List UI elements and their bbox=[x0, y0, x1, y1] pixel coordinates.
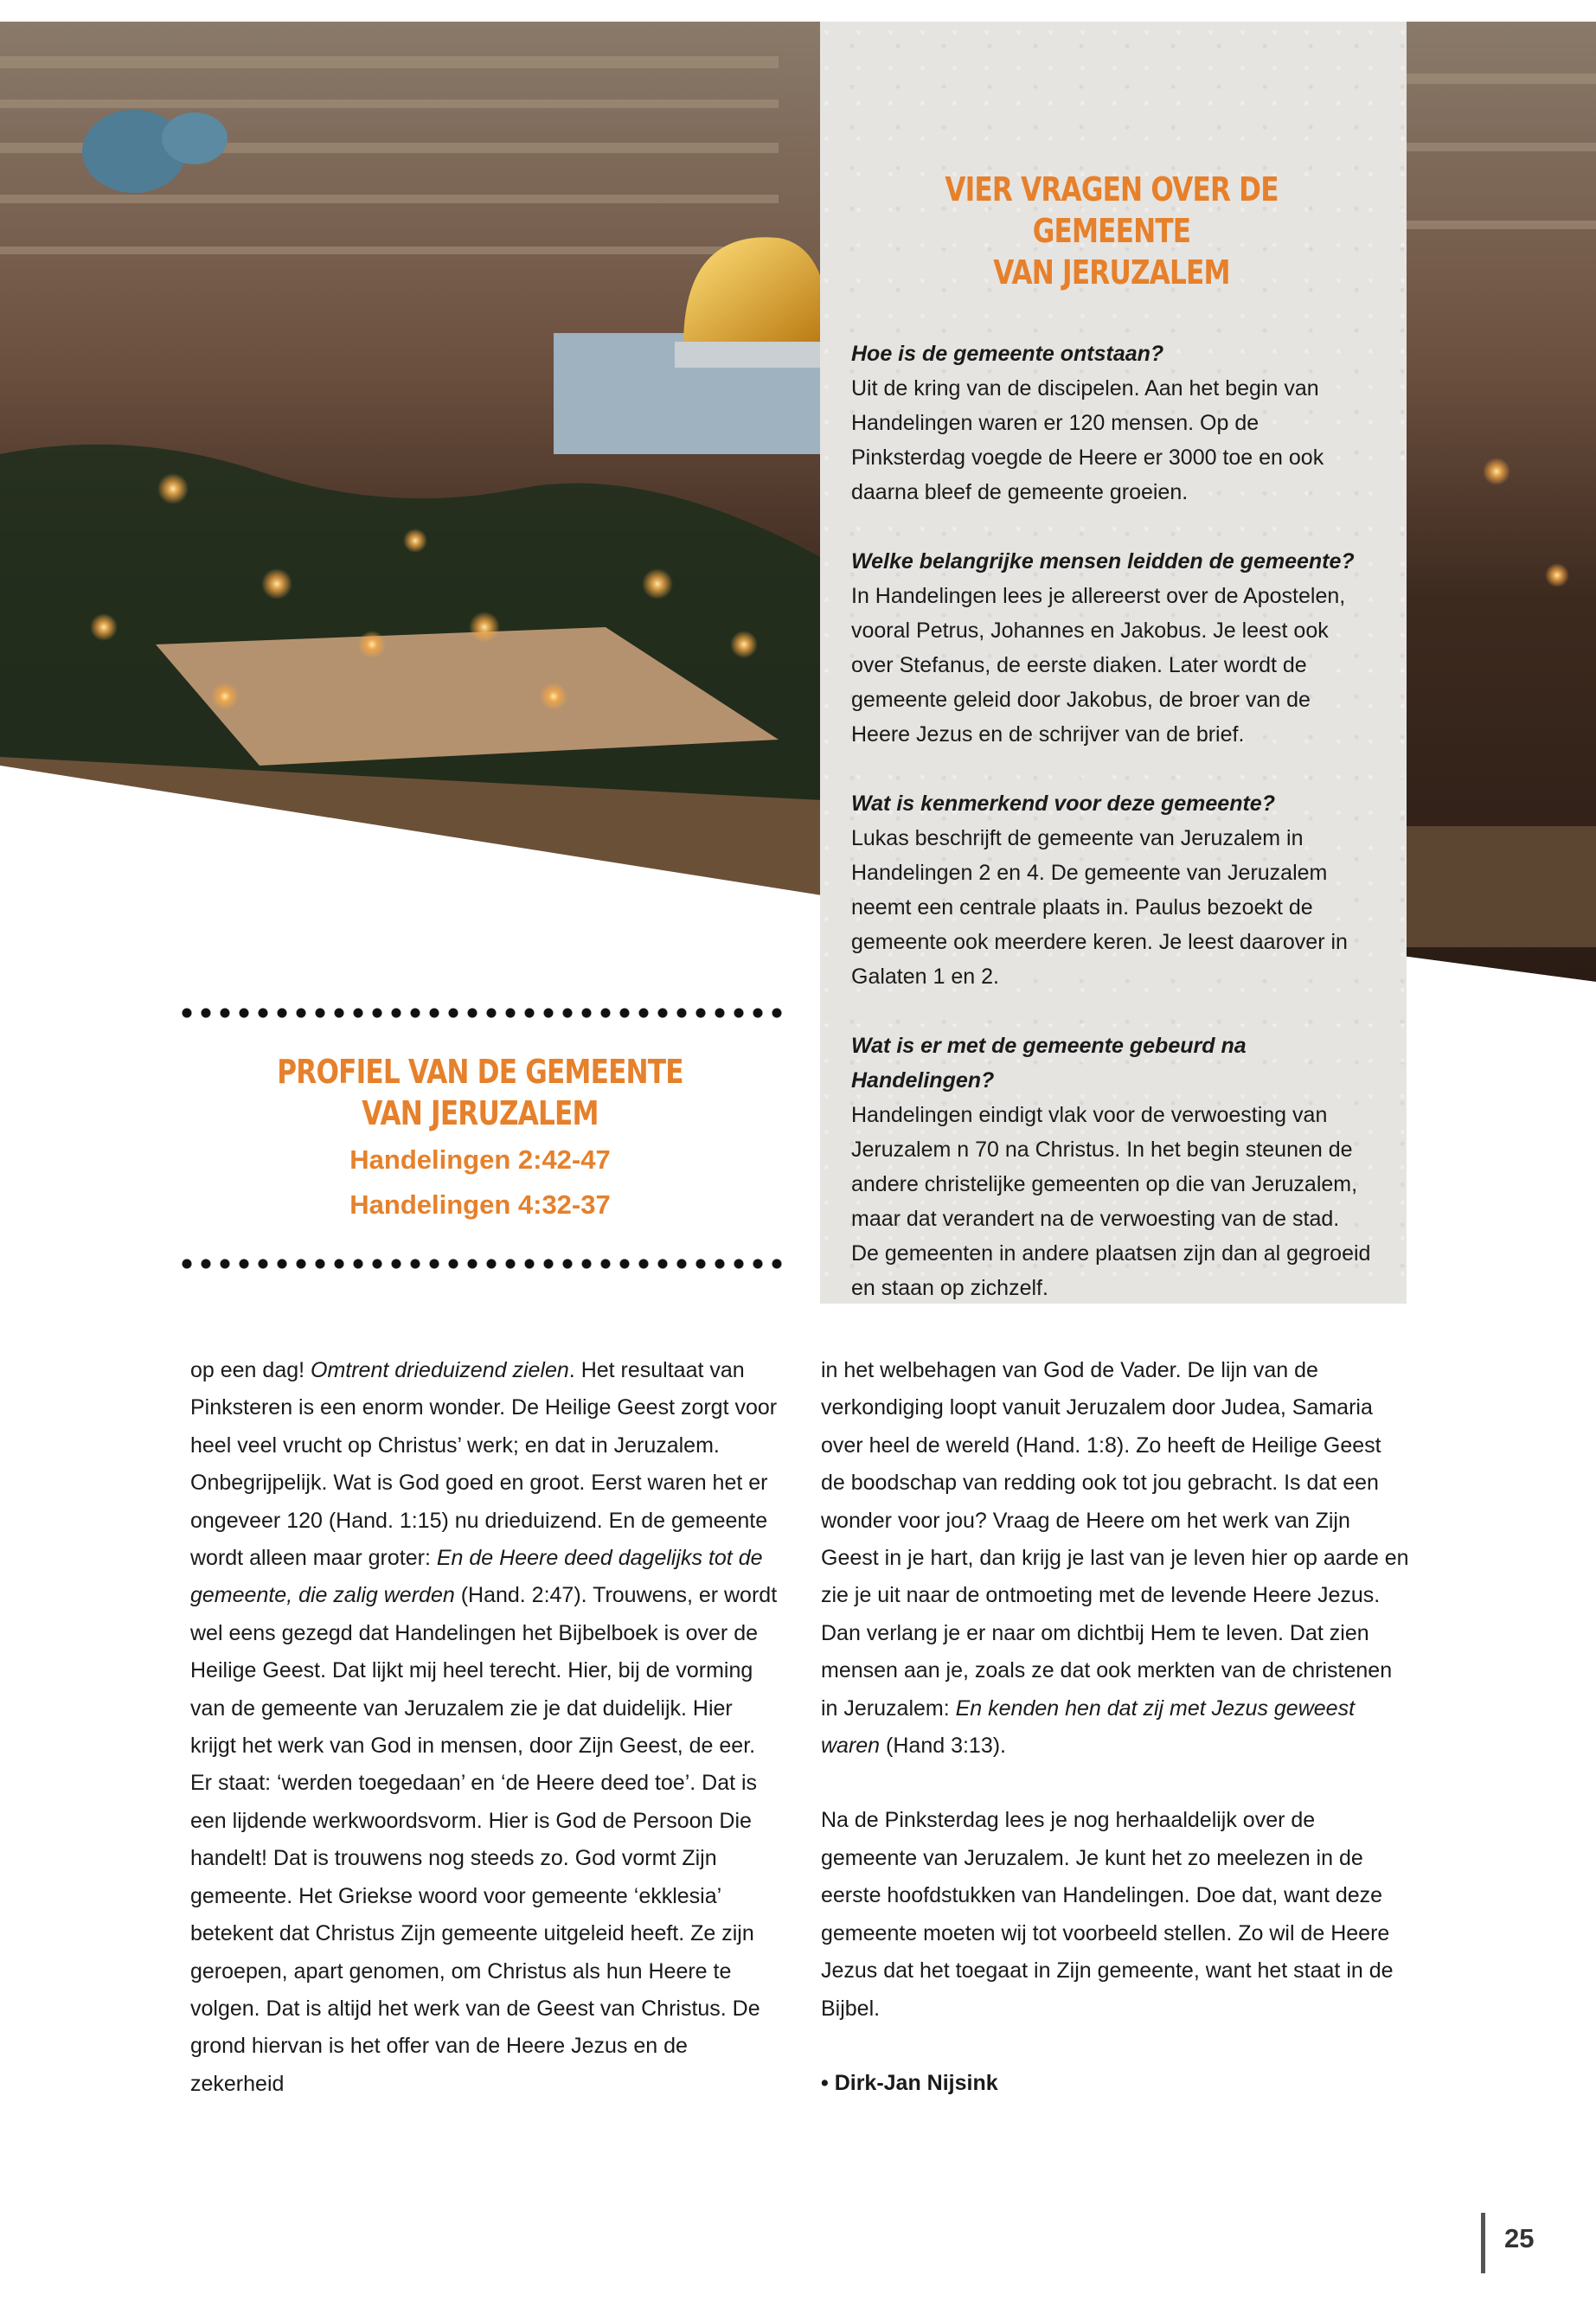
author-byline: • Dirk-Jan Nijsink bbox=[821, 2070, 998, 2095]
body-column-right bbox=[821, 1352, 1409, 2139]
qa-item bbox=[851, 786, 1372, 994]
paragraph: Na de Pinksterdag lees je nog herhaaldelijk over de gemeente van Jeruzalem. Je kunt het zo meelezen in de eerste hoofdstukken van Handelingen. Doe dat, want deze gemeente moeten wij tot voorbeeld stellen. Zo wil de Heere Jezus dat het toegaat in Zijn gemeente, want het staat in de Bijbel. bbox=[821, 1808, 1394, 2021]
qa-item bbox=[851, 336, 1372, 510]
sidebar-title: VIER VRAGEN OVER DE GEMEENTE VAN JERUZALEM bbox=[945, 170, 1279, 292]
profile-title: PROFIEL VAN DE GEMEENTE VAN JERUZALEM bbox=[277, 1053, 683, 1132]
answer: Handelingen eindigt vlak voor de verwoesting van Jeruzalem n 70 na Christus. In het begin steunen de andere christelijke gemeenten op die van Jeruzalem, maar dat verandert na de verwoesting van de stad. De gemeenten in andere plaatsen zijn dan al gegroeid en staan op zichzelf. bbox=[851, 1103, 1371, 1300]
question: Wat is er met de gemeente gebeurd na Handelingen? bbox=[851, 1034, 1247, 1093]
qa-item bbox=[851, 544, 1372, 752]
page-number: 25 bbox=[1481, 2213, 1534, 2273]
reference: Handelingen 2:42-47 bbox=[349, 1144, 611, 1175]
qa-item bbox=[851, 1029, 1372, 1305]
paragraph: op een dag! Omtrent drieduizend zielen. Het resultaat van Pinksteren is een enorm wonder. De Heilige Geest zorgt voor heel veel vrucht op Christus’ werk; en dat in Jeruzalem. Onbegrijpelijk. Wat is God goed en groot. Eerst waren het er ongeveer 120 (Hand. 1:15) nu drieduizend. En de gemeente wordt alleen maar groter: En de Heere deed dagelijks tot de gemeente, die zalig werden (Hand. 2:47). Trouwens, er wordt wel eens gezegd dat Handelingen het Bijbelboek is over de Heilige Geest. Dat lijkt mij heel terecht. Hier, bij de vorming van de gemeente van Jeruzalem zie je dat duidelijk. Hier krijgt het werk van God in mensen, door Zijn Geest, de eer. Er staat: ‘werden toegedaan’ en ‘de Heere deed toe’. Dat is een lijdende werkwoordsvorm. Hier is God de Persoon Die handelt! Dat is trouwens nog steeds zo. God vormt Zijn gemeente. Het Griekse woord voor gemeente ‘ekklesia’ betekent dat Christus Zijn gemeente uitgeleid heeft. Ze zijn geroepen, apart genomen, om Christus als hun Heere te volgen. Dat is altijd het werk van de Geest van Christus. De grond hiervan is het offer van de Heere Jezus en de zekerheid bbox=[190, 1358, 778, 2096]
dotted-divider bbox=[177, 1008, 783, 1018]
body-column-left bbox=[190, 1352, 779, 2140]
question: Hoe is de gemeente ontstaan? bbox=[851, 342, 1164, 366]
paragraph: in het welbehagen van God de Vader. De lijn van de verkondiging loopt vanuit Jeruzalem door Judea, Samaria over heel de wereld (Hand. 1:8). Zo heeft de Heilige Geest de boodschap van redding ook tot jou gebracht. Is dat een wonder voor jou? Vraag de Heere om het werk van Zijn Geest in je hart, dan krijg je last van je leven hier op aarde en zie je uit naar de ontmoeting met de levende Heere Jezus. Dan verlang je er naar om dichtbij Hem te leven. Dat zien mensen aan je, zoals ze dat ook merkten van de christenen in Jeruzalem: En kenden hen dat zij met Jezus geweest waren (Hand 3:13). bbox=[821, 1358, 1409, 1759]
reference: Handelingen 4:32-37 bbox=[349, 1189, 611, 1220]
answer: Uit de kring van de discipelen. Aan het begin van Handelingen waren er 120 mensen. Op de Pinksterdag voegde de Heere er 3000 toe en ook daarna bleef de gemeente groeien. bbox=[851, 376, 1324, 504]
profile-box bbox=[177, 999, 783, 1285]
bible-references bbox=[177, 1138, 783, 1227]
dotted-divider bbox=[177, 1259, 783, 1269]
question: Welke belangrijke mensen leidden de gemeente? bbox=[851, 549, 1355, 574]
answer: In Handelingen lees je allereerst over de Apostelen, vooral Petrus, Johannes en Jakobus. Je leest ook over Stefanus, de eerste diaken. Later wordt de gemeente geleid door Jakobus, de broer van de Heere Jezus en de schrijver van de brief. bbox=[851, 584, 1346, 747]
question: Wat is kenmerkend voor deze gemeente? bbox=[851, 792, 1275, 816]
answer: Lukas beschrijft de gemeente van Jeruzalem in Handelingen 2 en 4. De gemeente van Jeruzalem neemt een centrale plaats in. Paulus bezoekt de gemeente ook meerdere keren. Je leest daarover in Galaten 1 en 2. bbox=[851, 826, 1348, 989]
sidebar-four-questions bbox=[820, 22, 1407, 1304]
